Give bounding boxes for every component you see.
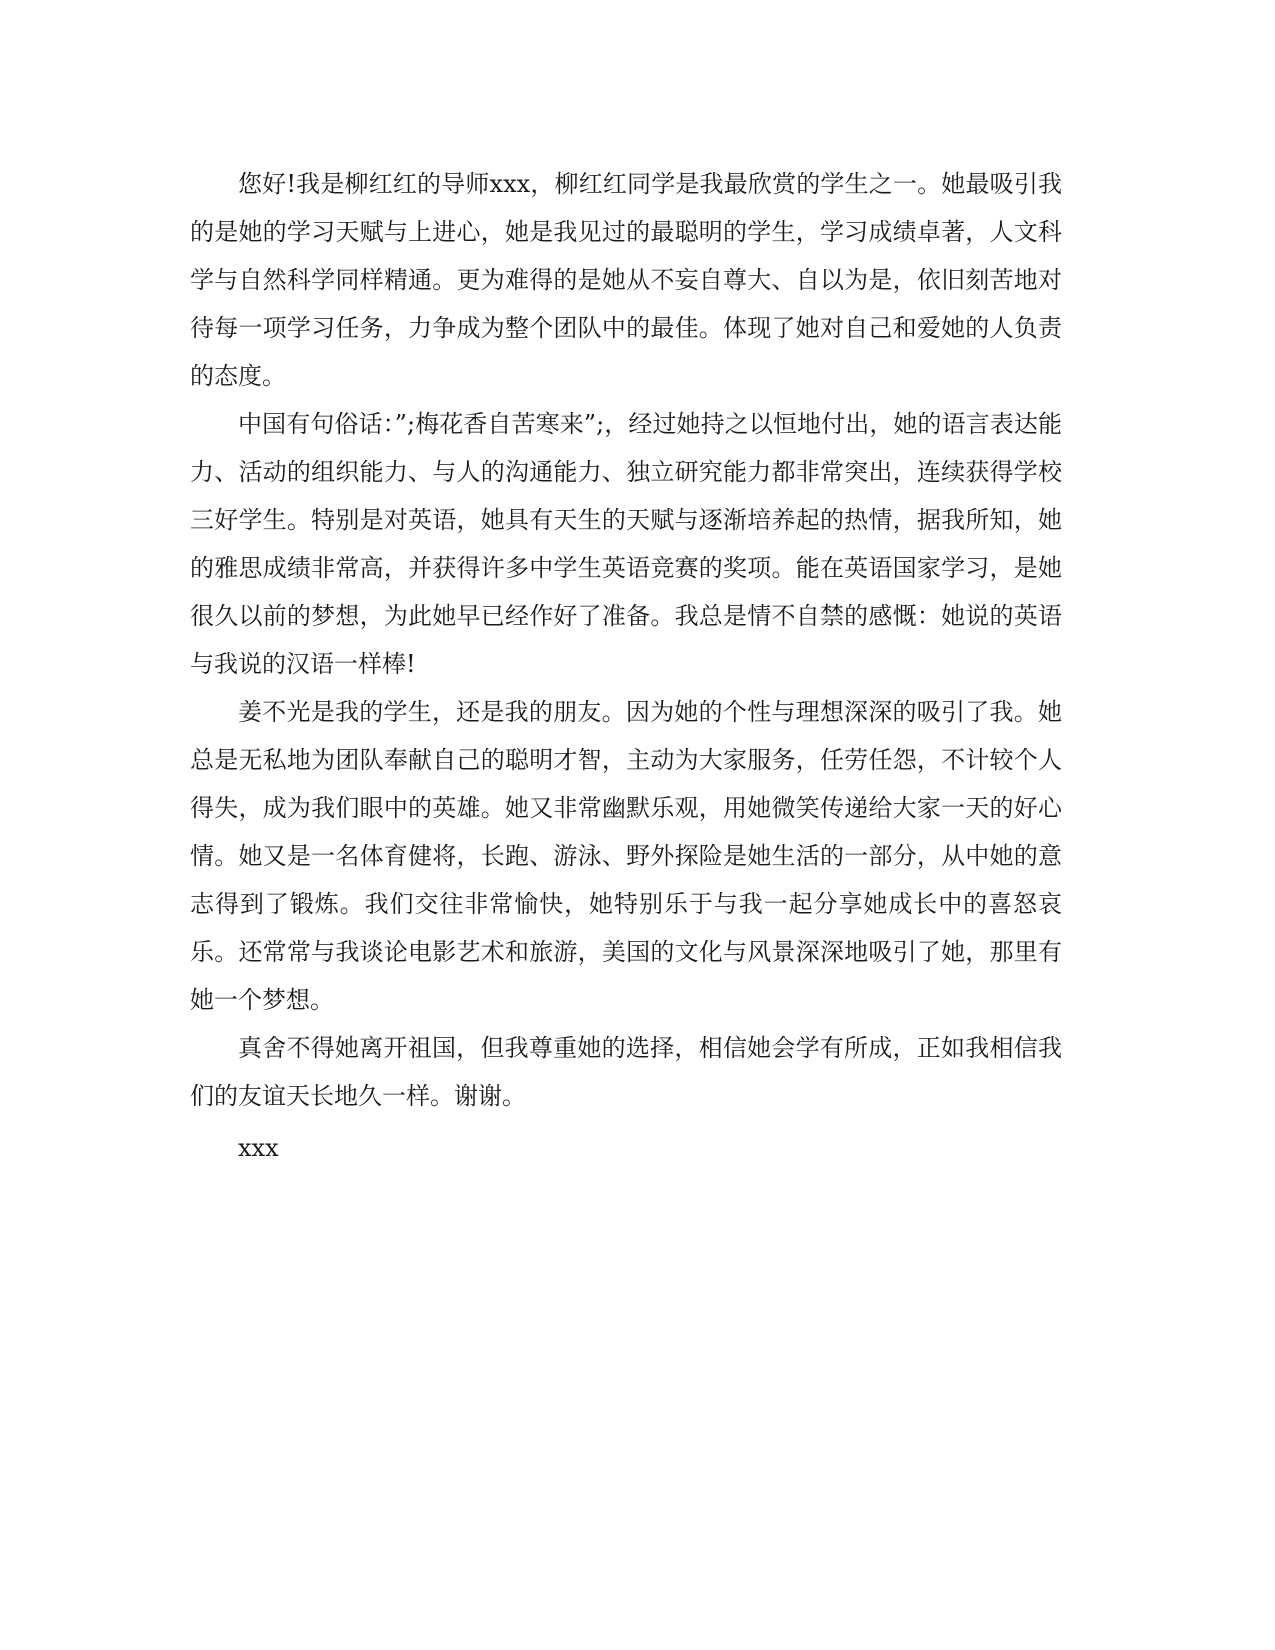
paragraph-4: 真舍不得她离开祖国，但我尊重她的选择，相信她会学有所成，正如我相信我们的友谊天长地久一样。谢谢。 xyxy=(190,1034,1062,1110)
paragraph-2: 中国有句俗话：”;梅花香自苦寒来”;，经过她持之以恒地付出，她的语言表达能力、活动的组织能力、与人的沟通能力、独立研究能力都非常突出，连续获得学校三好学生。特别是对英语，她具有天生的天赋与逐渐培养起的热情，据我所知，她的雅思成绩非常高，并获得许多中学生英语竞赛的奖项。能在英语国家学习，是她很久以前的梦想，为此她早已经作好了准备。我总是情不自禁的感慨：她说的英语与我说的汉语一样棒! xyxy=(190,410,1062,678)
paragraph-1: 您好!我是柳红红的导师xxx，柳红红同学是我最欣赏的学生之一。她最吸引我的是她的学习天赋与上进心，她是我见过的最聪明的学生，学习成绩卓著，人文科学与自然科学同样精通。更为难得的是她从不妄自尊大、自以为是，依旧刻苦地对待每一项学习任务，力争成为整个团队中的最佳。体现了她对自己和爱她的人负责的态度。 xyxy=(190,170,1062,390)
signature: xxx xyxy=(238,1134,279,1162)
paragraph-3: 姜不光是我的学生，还是我的朋友。因为她的个性与理想深深的吸引了我。她总是无私地为团队奉献自己的聪明才智，主动为大家服务，任劳任怨，不计较个人得失，成为我们眼中的英雄。她又非常幽默乐观，用她微笑传递给大家一天的好心情。她又是一名体育健将，长跑、游泳、野外探险是她生活的一部分，从中她的意志得到了锻炼。我们交往非常愉快，她特别乐于与我一起分享她成长中的喜怒哀乐。还常常与我谈论电影艺术和旅游，美国的文化与风景深深地吸引了她，那里有她一个梦想。 xyxy=(190,698,1062,1014)
letter-body xyxy=(190,160,1062,1172)
